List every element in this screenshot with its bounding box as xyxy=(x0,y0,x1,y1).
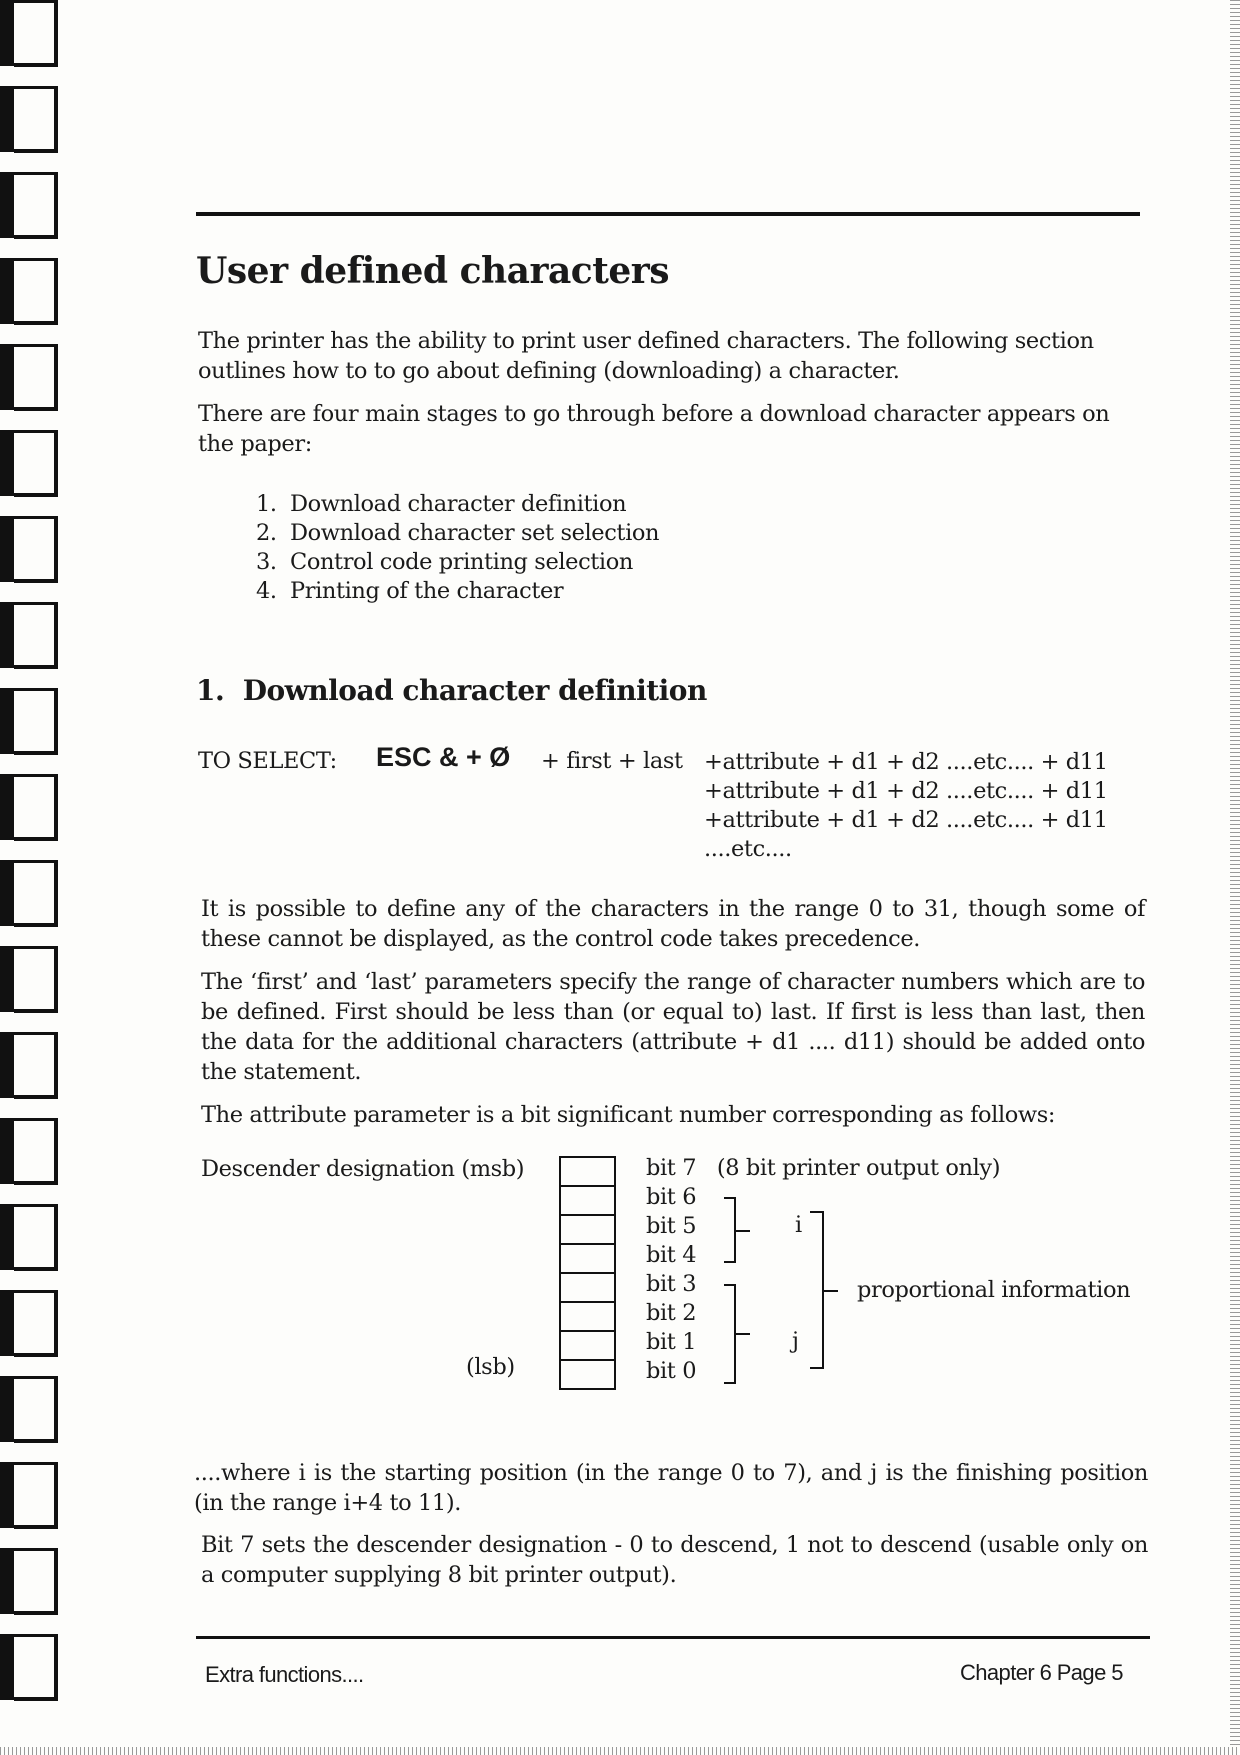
register-bit-6 xyxy=(559,1187,616,1216)
binding-ring xyxy=(0,516,62,582)
register-bit-3 xyxy=(559,1274,616,1303)
bracket-proportional xyxy=(810,1211,824,1369)
binding-ring xyxy=(0,602,62,668)
binding-ring xyxy=(0,1290,62,1356)
binding-ring xyxy=(0,860,62,926)
select-label: TO SELECT: xyxy=(198,748,337,774)
bracket-proportional-tick xyxy=(824,1290,838,1292)
bit-label: bit 7 (8 bit printer output only) xyxy=(646,1155,1001,1181)
first-last-paragraph: The ‘first’ and ‘last’ parameters specify the range of character numbers which are to be defined. First should be less than (or equal to) last. If first is less than last, then the data for the additional characters (attribute + d1 .... d11) should be added onto the statement. xyxy=(201,969,1145,1085)
bracket-j xyxy=(724,1284,736,1384)
binding-ring xyxy=(0,1548,62,1614)
sequence-line: +attribute + d1 + d2 ....etc.... + d11 xyxy=(704,749,1108,775)
register-bit-2 xyxy=(559,1303,616,1332)
page-title: User defined characters xyxy=(196,250,669,292)
binding-ring xyxy=(0,430,62,496)
stages-list xyxy=(256,490,659,606)
binding-ring xyxy=(0,774,62,840)
attribute-paragraph: The attribute parameter is a bit significant number corresponding as follows: xyxy=(201,1102,1056,1128)
binding-ring xyxy=(0,1376,62,1442)
binding-ring xyxy=(0,86,62,152)
range-paragraph: It is possible to define any of the characters in the range 0 to 31, though some of these cannot be displayed, as the control code takes precedence. xyxy=(201,896,1145,952)
select-params: + first + last xyxy=(541,748,683,774)
where-paragraph: ....where i is the starting position (in the range 0 to 7), and j is the finishing position (in the range i+4 to 11). xyxy=(194,1460,1148,1516)
list-item: 1. Download character definition xyxy=(256,491,627,517)
bit-label: bit 3 xyxy=(646,1271,697,1297)
list-item: 2. Download character set selection xyxy=(256,520,660,546)
bit7-paragraph: Bit 7 sets the descender designation - 0 to descend, 1 not to descend (usable only on a computer supplying 8 bit printer output). xyxy=(201,1532,1148,1588)
header-rule xyxy=(196,212,1140,216)
msb-label: Descender designation (msb) xyxy=(201,1156,525,1182)
binding-ring xyxy=(0,344,62,410)
binding-ring xyxy=(0,946,62,1012)
proportional-label: proportional information xyxy=(857,1277,1131,1303)
select-sequence xyxy=(704,748,1108,864)
register-bit-1 xyxy=(559,1332,616,1361)
binding-ring xyxy=(0,688,62,754)
spiral-binding xyxy=(0,0,70,1755)
bit-label: bit 0 xyxy=(646,1358,697,1384)
section-heading: 1. Download character definition xyxy=(196,674,707,707)
bit-label: bit 4 xyxy=(646,1242,697,1268)
register-bit-5 xyxy=(559,1216,616,1245)
bracket-i xyxy=(724,1197,736,1263)
page-edge-bottom xyxy=(0,1747,1240,1755)
lsb-label: (lsb) xyxy=(466,1354,515,1380)
select-escape-code: ESC & + Ø xyxy=(376,742,511,772)
register-bit-7 xyxy=(559,1158,616,1187)
i-label: i xyxy=(795,1212,802,1238)
footer-page-number: Chapter 6 Page 5 xyxy=(960,1660,1123,1685)
bracket-j-tick xyxy=(736,1333,750,1335)
register-bit-4 xyxy=(559,1245,616,1274)
binding-ring xyxy=(0,258,62,324)
binding-ring xyxy=(0,1462,62,1528)
sequence-line: ....etc.... xyxy=(704,836,792,862)
binding-ring xyxy=(0,1634,62,1700)
binding-ring xyxy=(0,1118,62,1184)
bit-label: bit 5 xyxy=(646,1213,697,1239)
bit-label: bit 2 xyxy=(646,1300,697,1326)
bracket-i-tick xyxy=(736,1230,750,1232)
list-item: 4. Printing of the character xyxy=(256,578,564,604)
j-label: j xyxy=(792,1328,799,1354)
sequence-line: +attribute + d1 + d2 ....etc.... + d11 xyxy=(704,778,1108,804)
page-edge-right xyxy=(1230,0,1240,1755)
binding-ring xyxy=(0,1204,62,1270)
binding-ring xyxy=(0,0,62,66)
binding-ring xyxy=(0,172,62,238)
binding-ring xyxy=(0,1032,62,1098)
footer-left: Extra functions.... xyxy=(205,1662,364,1687)
bit7-note: (8 bit printer output only) xyxy=(716,1155,1001,1181)
bit-label: bit 6 xyxy=(646,1184,697,1210)
register-bit-0 xyxy=(559,1361,616,1390)
intro-paragraph-1: The printer has the ability to print user defined characters. The following section outlines how to to go about defining (downloading) a character. xyxy=(198,328,1094,384)
footer-rule xyxy=(196,1636,1150,1639)
intro-paragraph-2: There are four main stages to go through before a download character appears on the paper: xyxy=(198,401,1110,457)
bit-label: bit 1 xyxy=(646,1329,697,1355)
list-item: 3. Control code printing selection xyxy=(256,549,633,575)
sequence-line: +attribute + d1 + d2 ....etc.... + d11 xyxy=(704,807,1108,833)
